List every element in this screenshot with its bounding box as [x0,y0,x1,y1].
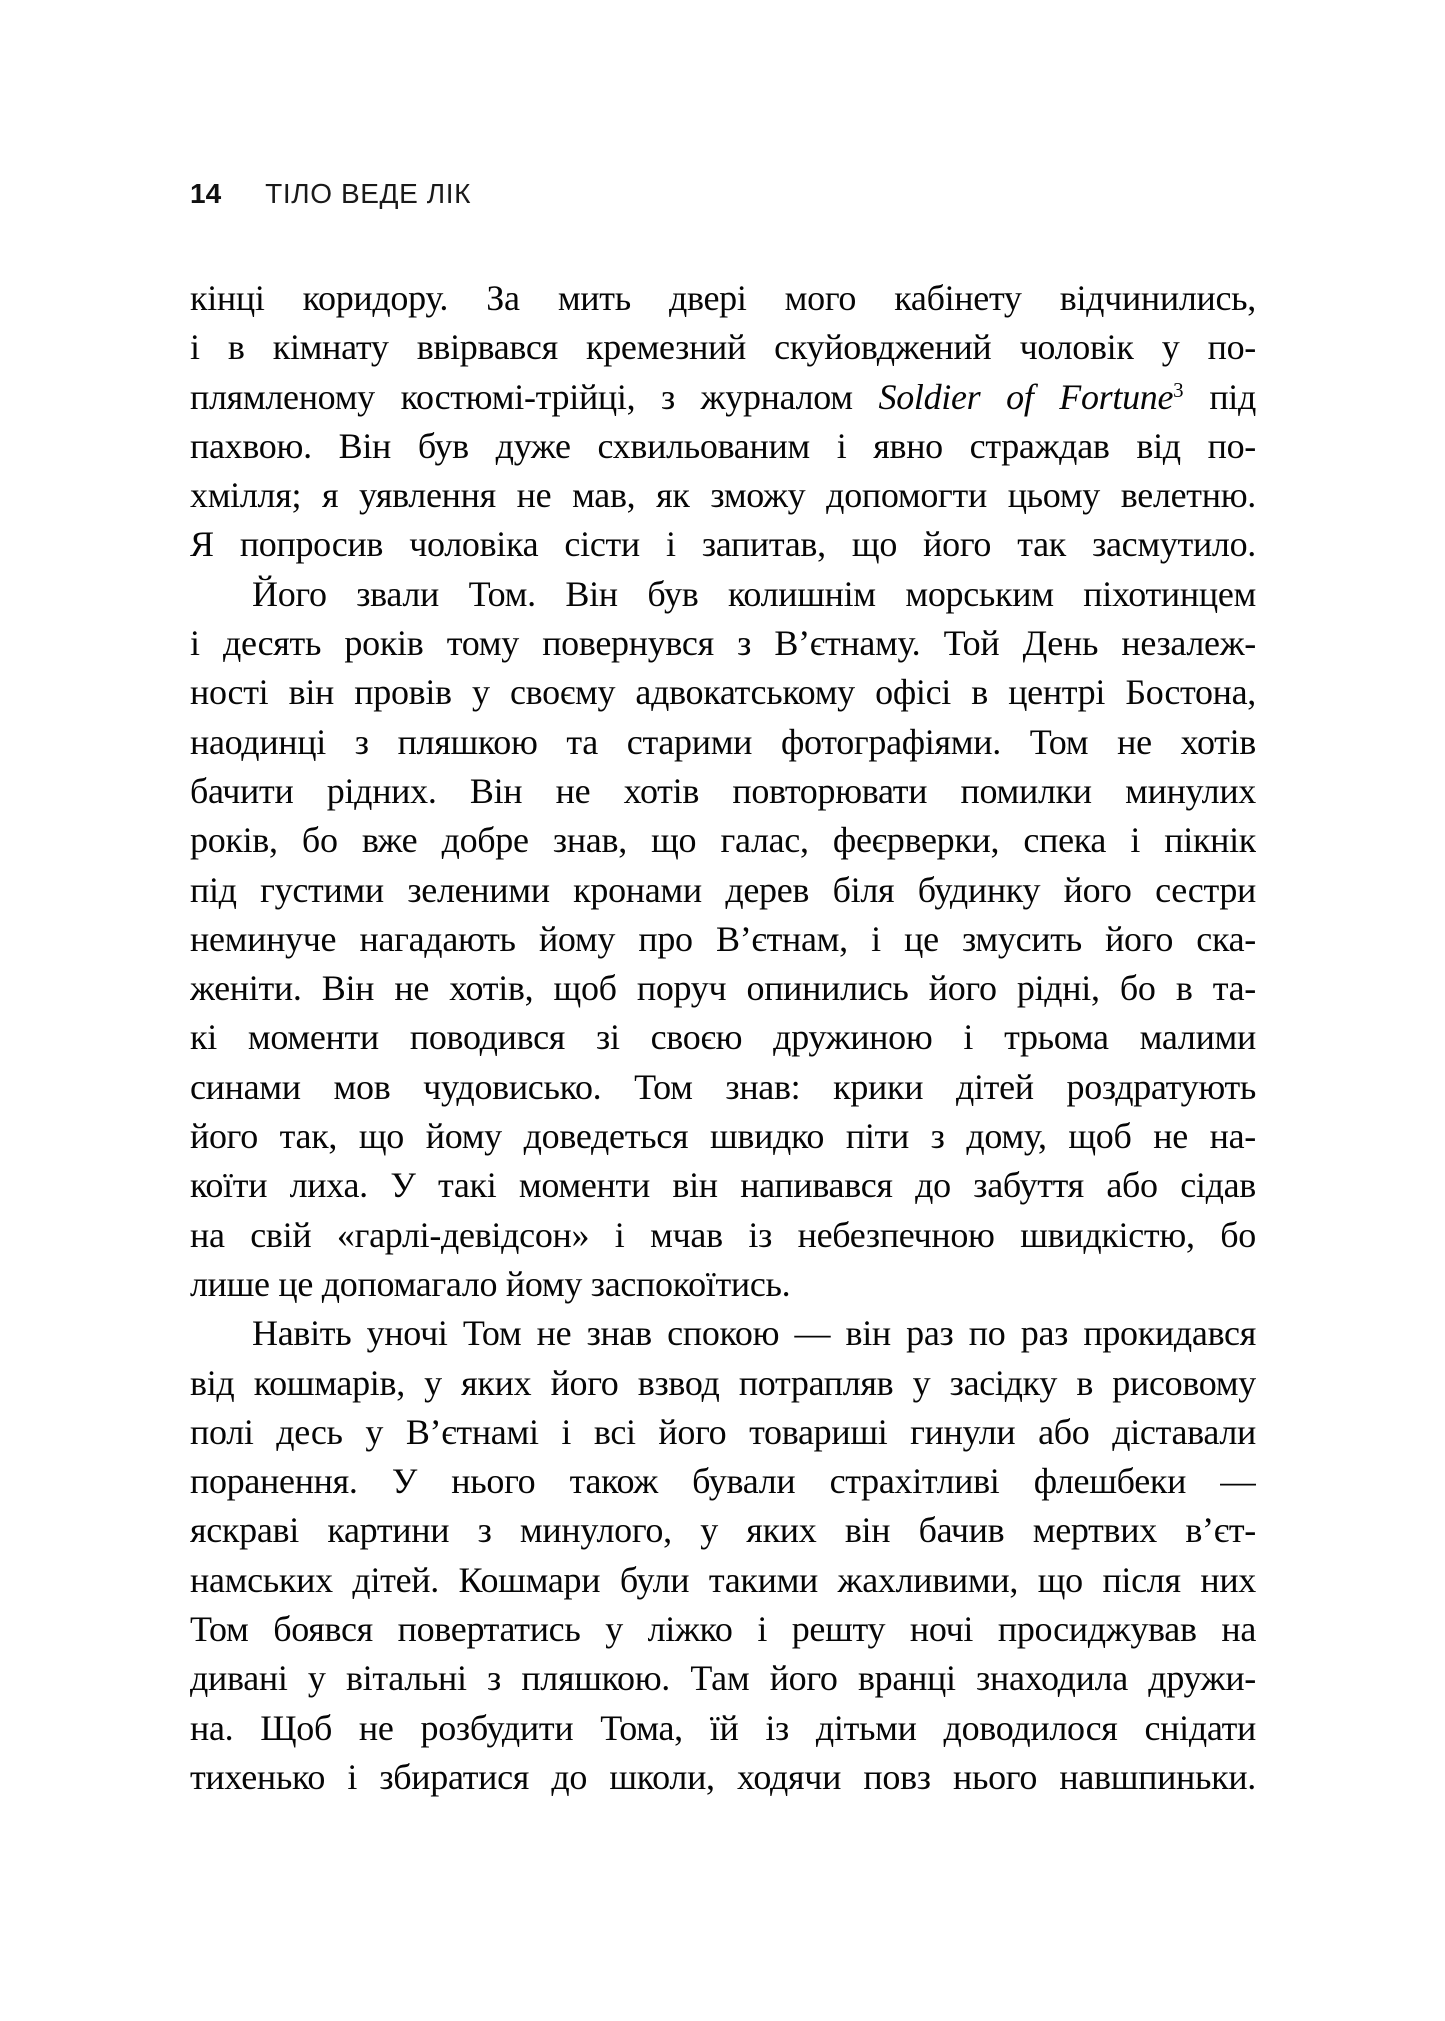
text-line: дивані у вітальні з пляшкою. Там його вранці знаходила дружи- [190,1658,1256,1699]
text-segment: плямленому костюмі-трійці, з журналом [190,376,879,417]
text-line: на свій «гарлі-девідсон» і мчав із небезпечною швидкістю, бо [190,1214,1256,1255]
text-line: наодинці з пляшкою та старими фотографіями. Том не хотів [190,721,1256,762]
text-line: яскраві картини з минулого, у яких він бачив мертвих в’єт- [190,1510,1256,1551]
text-line: коїти лиха. У такі моменти він напивався до забуття або сідав [190,1165,1256,1206]
text-line: його так, що йому доведеться швидко піти з дому, щоб не на- [190,1116,1256,1157]
footnote-reference: 3 [1173,378,1184,403]
text-line: поранення. У нього також бували страхітливі флешбеки — [190,1461,1256,1502]
text-line: хмілля; я уявлення не мав, як зможу допомогти цьому велетню. [190,475,1256,516]
text-line: неминуче нагадають йому про В’єтнам, і це змусить його ска- [190,918,1256,959]
text-line [190,373,1256,422]
text-line: кінці коридору. За мить двері мого кабінету відчинились, [190,278,1256,318]
text-line: років, бо вже добре знав, що галас, феєрверки, спека і пікнік [190,820,1256,861]
text-line: полі десь у В’єтнамі і всі його товариші гинули або діставали [190,1411,1256,1452]
text-line: від кошмарів, у яких його взвод потрапляв у засідку в рисовому [190,1362,1256,1403]
text-line-paragraph-start: Його звали Том. Він був колишнім морським піхотинцем [252,573,1256,614]
text-line-paragraph-start: Навіть уночі Том не знав спокою — він раз по раз прокидався [252,1313,1256,1354]
page-body [190,274,1256,1802]
text-line: під густими зеленими кронами дерев біля будинку його сестри [190,869,1256,910]
text-line: бачити рідних. Він не хотів повторювати помилки минулих [190,770,1256,811]
text-line: і десять років тому повернувся з В’єтнаму. Той День незалеж- [190,623,1256,664]
text-line: пахвою. Він був дуже схвильованим і явно страждав від по- [190,425,1256,466]
page-number: 14 [190,178,222,209]
text-line-paragraph-end: лише це допомагало йому заспокоїтись. [190,1263,791,1304]
text-line: Том боявся повертатись у ліжко і решту ночі просиджував на [190,1609,1256,1650]
text-line: на. Щоб не розбудити Тома, їй із дітьми доводилося снідати [190,1707,1256,1748]
running-head-title: ТІЛО ВЕДЕ ЛІК [265,178,472,209]
text-line: ності він провів у своєму адвокатському офісі в центрі Бостона, [190,672,1256,713]
text-line: намських дітей. Кошмари були такими жахливими, що після них [190,1559,1256,1600]
text-line: Я попросив чоловіка сісти і запитав, що його так засмутило. [190,524,1256,565]
text-line: кі моменти поводився зі своєю дружиною і трьома малими [190,1017,1256,1058]
text-line: і в кімнату ввірвався кремезний скуйовджений чоловік у по- [190,327,1256,368]
page-header [190,178,471,210]
text-line: синами мов чудовисько. Том знав: крики дітей роздратують [190,1066,1256,1107]
magazine-title-italic: Soldier of Fortune [878,376,1174,417]
text-line: тихенько і збиратися до школи, ходячи повз нього навшпиньки. [190,1756,1256,1797]
text-line: женіти. Він не хотів, щоб поруч опинились його рідні, бо в та- [190,968,1256,1009]
text-segment: під [1183,376,1256,417]
